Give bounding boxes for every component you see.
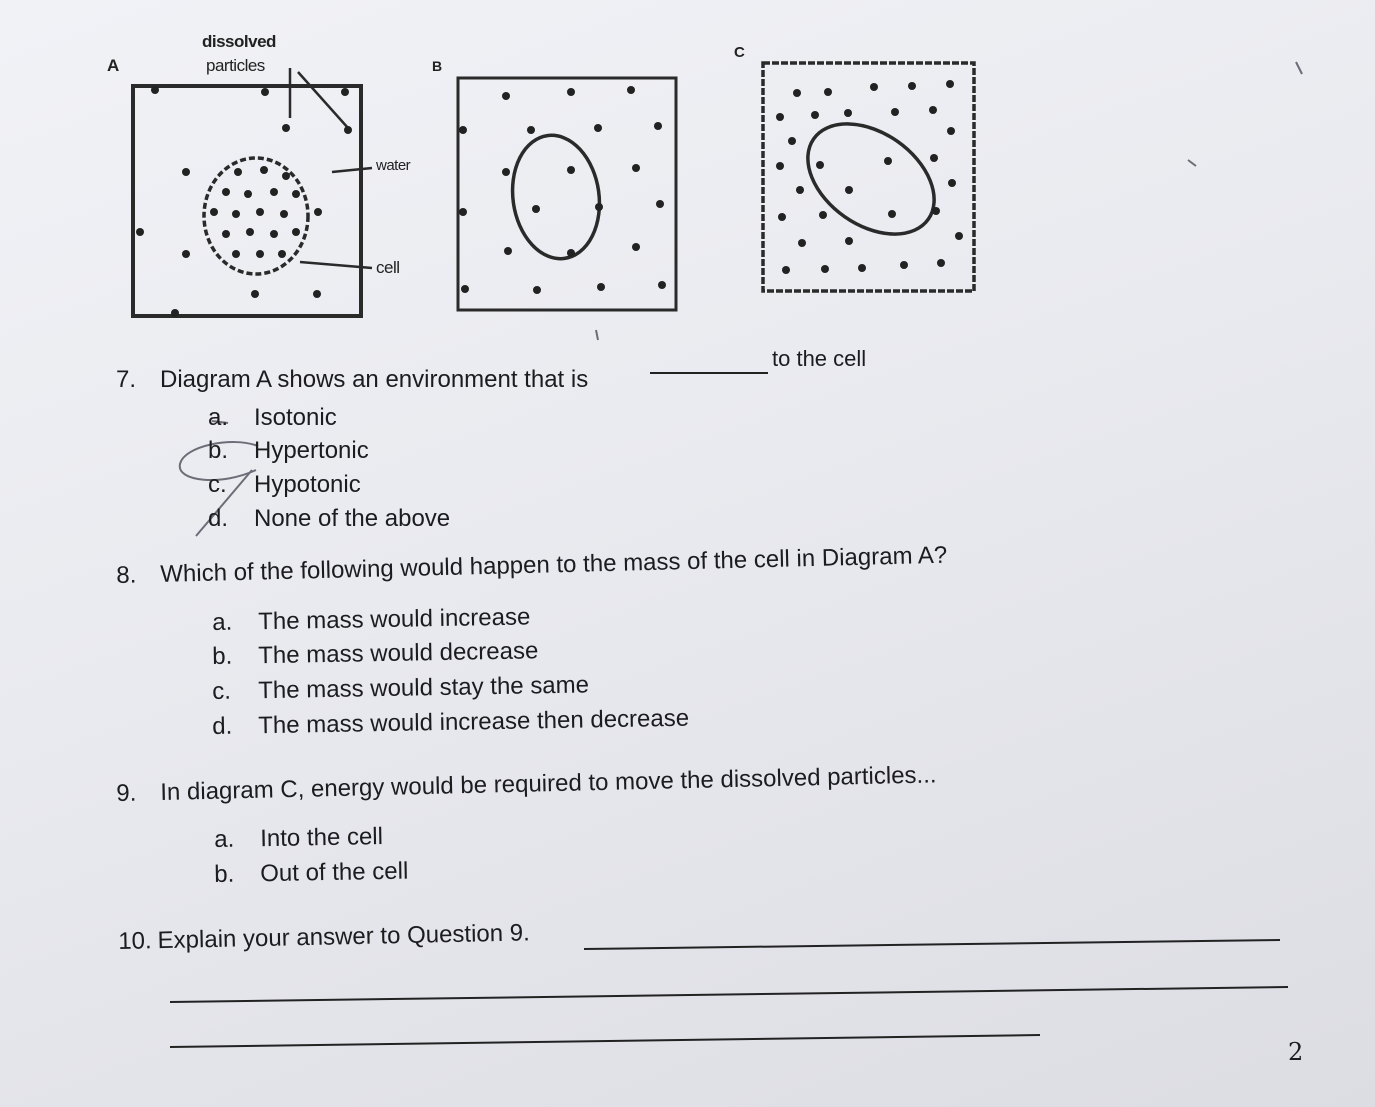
option-8c: c. The mass would stay the same <box>212 671 590 705</box>
option-7d: d. None of the above <box>208 505 451 532</box>
question-7 <box>116 366 588 394</box>
water-label: water <box>376 157 411 174</box>
option-8a: a. The mass would increase <box>212 603 531 636</box>
question-text: Which of the following would happen to the mass of the cell in Diagram A? <box>159 541 948 588</box>
question-7-suffix: to the cell <box>772 346 867 371</box>
option-8d: d. The mass would increase then decrease <box>212 704 690 740</box>
fill-in-blank <box>650 372 768 374</box>
question-text: Explain your answer to Question 9. <box>157 919 531 955</box>
page-number: 2 <box>1288 1038 1304 1066</box>
particles-label: particles <box>206 56 265 75</box>
diagram-c-particles <box>776 80 963 274</box>
diagram-a <box>133 68 372 317</box>
option-9b: b. Out of the cell <box>214 857 409 888</box>
option-7a: a. Isotonic <box>208 404 337 431</box>
diagram-c-label: C <box>734 44 745 61</box>
diagram-b-label: B <box>432 58 443 74</box>
diagram-b <box>458 78 676 310</box>
question-number: 10. <box>118 927 152 955</box>
question-number: 8. <box>116 561 137 589</box>
cell-label: cell <box>376 258 400 277</box>
diagram-b-particles <box>459 86 666 294</box>
question-text: Diagram A shows an environment that is <box>160 366 589 393</box>
option-8b: b. The mass would decrease <box>212 637 539 670</box>
diagram-c <box>763 63 974 291</box>
option-9a: a. Into the cell <box>214 823 384 853</box>
question-number: 7. <box>116 366 137 393</box>
diagram-a-particles <box>136 86 352 317</box>
option-7b: b. Hypertonic <box>208 437 369 464</box>
question-number: 9. <box>116 779 137 807</box>
question-text: In diagram C, energy would be required to move the dissolved particles... <box>159 761 937 806</box>
dissolved-label: dissolved <box>202 32 276 51</box>
option-7c: c. Hypotonic <box>208 471 361 498</box>
answer-lines <box>170 940 1288 1047</box>
diagram-a-label: A <box>107 56 120 75</box>
